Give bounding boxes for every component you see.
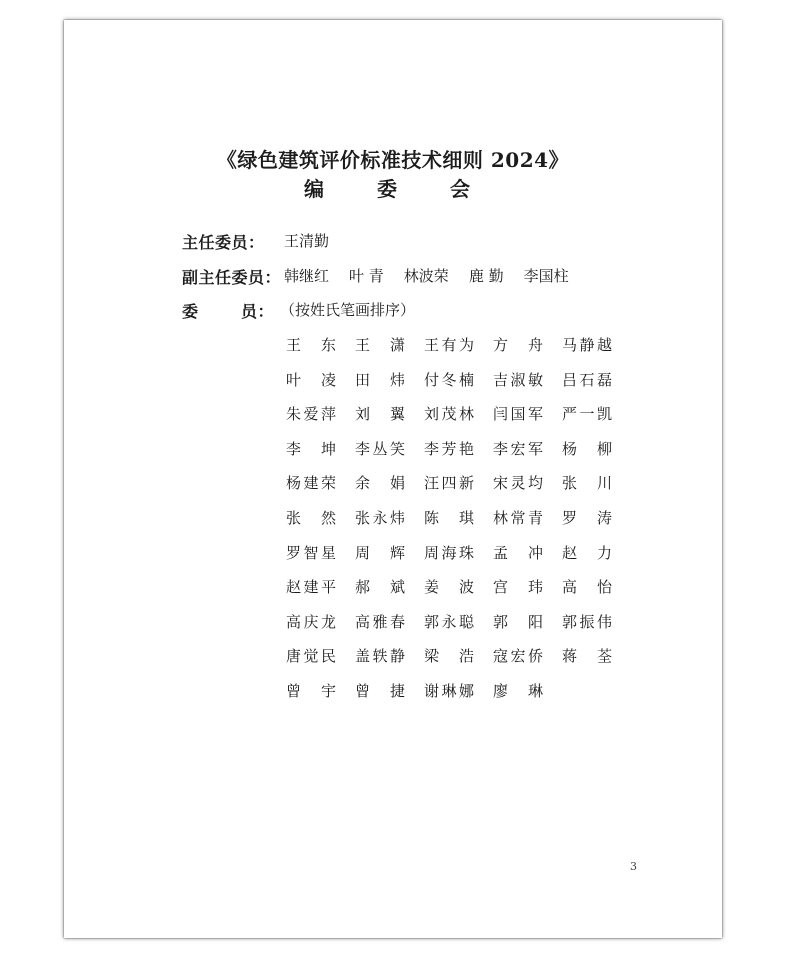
member-name: 盖 轶 静 (355, 647, 405, 666)
member-name: 宋 灵 均 (493, 474, 543, 493)
member-name: 李 宏 军 (493, 439, 543, 458)
member-name: 闫 国 军 (493, 405, 543, 424)
member-name: 赵 建 平 (286, 578, 336, 597)
member-name: 蒋 荃 (562, 647, 612, 666)
member-name: 吉 淑 敏 (493, 370, 543, 389)
member-name: 汪 四 新 (424, 474, 474, 493)
member-name: 谢 琳 娜 (424, 681, 474, 700)
member-name: 唐 觉 民 (286, 647, 336, 666)
member-name: 周 辉 (355, 543, 405, 562)
member-name: 付 冬 楠 (424, 370, 474, 389)
member-name: 郭 永 聪 (424, 612, 474, 631)
vice-director-name: 李国柱 (523, 267, 569, 285)
member-name: 刘 翼 (355, 405, 405, 424)
member-name: 罗 智 星 (286, 543, 336, 562)
member-label (182, 299, 274, 322)
member-name: 梁 浩 (424, 647, 474, 666)
member-name: 李 芳 艳 (424, 439, 474, 458)
member-name: 张 然 (286, 508, 336, 527)
member-name: 王 潇 (355, 336, 405, 354)
member-name: 孟 冲 (493, 543, 543, 562)
member-name: 叶 凌 (286, 370, 336, 389)
member-name: 曾 宇 (286, 681, 336, 700)
member-name: 陈 琪 (424, 508, 474, 527)
page-number: 3 (630, 860, 637, 873)
member-name: 王 东 (286, 336, 336, 354)
vice-director-name: 韩继红 (284, 267, 330, 285)
member-name: 曾 捷 (355, 681, 405, 700)
member-name: 田 炜 (355, 370, 405, 389)
vice-director-name: 林波荣 (403, 267, 449, 285)
member-name: 郝 斌 (355, 578, 405, 597)
member-name: 周 海 珠 (424, 543, 474, 562)
member-name: 廖 琳 (493, 681, 543, 700)
member-name: 朱 爱 萍 (286, 405, 336, 424)
vice-director-name: 鹿 勤 (468, 267, 504, 285)
member-name: 郭 振 伟 (562, 612, 612, 631)
member-name: 余 娟 (355, 474, 405, 493)
member-name: 严 一 凯 (562, 405, 612, 424)
member-name: 赵 力 (562, 543, 612, 562)
member-name: 杨 建 荣 (286, 474, 336, 493)
member-name: 马 静 越 (562, 336, 612, 354)
vice-director-list (284, 265, 589, 286)
member-name: 李 丛 笑 (355, 439, 405, 458)
member-name: 张 永 炜 (355, 508, 405, 527)
member-label-right: 员： (240, 302, 274, 321)
director-label: 主任委员： (182, 233, 265, 252)
member-name: 李 坤 (286, 439, 336, 458)
director-name: 王清勤 (284, 232, 330, 250)
member-name: 高 怡 (562, 578, 612, 597)
member-name: 林 常 青 (493, 508, 543, 527)
member-note: （按姓氏笔画排序） (280, 301, 416, 319)
member-name: 王 有 为 (424, 336, 474, 354)
member-name: 吕 石 磊 (562, 370, 612, 389)
member-name: 高 雅 春 (355, 612, 405, 631)
member-name: 姜 波 (424, 578, 474, 597)
member-name: 高 庆 龙 (286, 612, 336, 631)
member-name: 罗 涛 (562, 508, 612, 527)
vice-director-name: 叶 青 (349, 267, 384, 285)
member-name: 杨 柳 (562, 439, 612, 458)
member-name: 宫 玮 (493, 578, 543, 597)
member-name: 张 川 (562, 474, 612, 493)
document-page (64, 20, 722, 938)
member-name: 寇 宏 侨 (493, 647, 543, 666)
document-title: 《绿色建筑评价标准技术细则 2024》 (216, 148, 570, 172)
member-name: 郭 阳 (493, 612, 543, 631)
member-list (286, 334, 616, 715)
member-name: 方 舟 (493, 336, 543, 354)
vice-director-label: 副主任委员： (182, 268, 282, 287)
document-subtitle: 编 委 会 (304, 177, 482, 201)
member-label-left: 委 (182, 302, 199, 321)
member-name: 刘 茂 林 (424, 405, 474, 424)
